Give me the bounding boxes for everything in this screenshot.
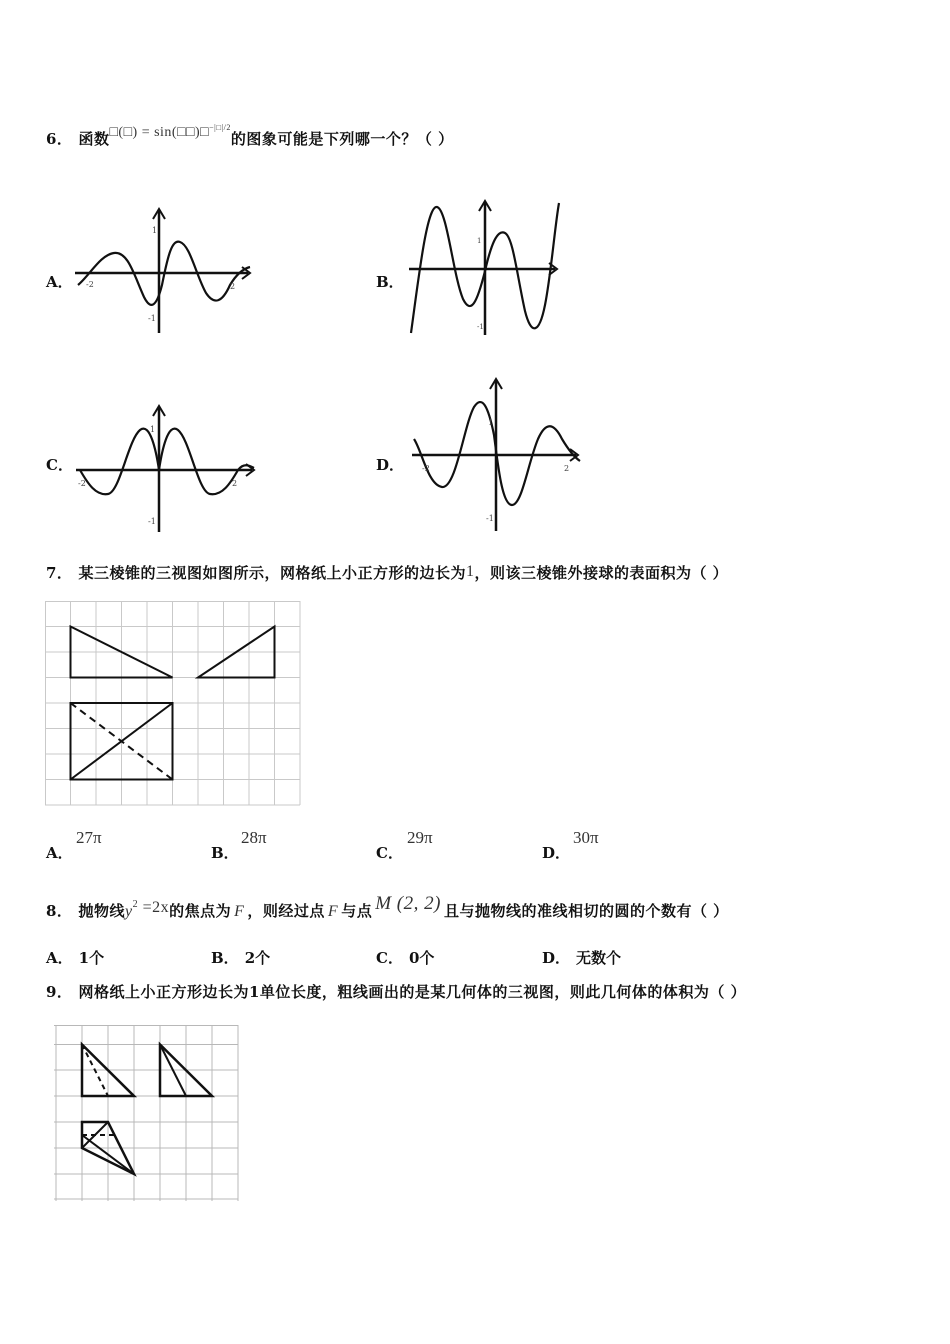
- equation-rest: =2x: [138, 899, 170, 916]
- question-8-stem: [46, 893, 729, 922]
- option-c-graph[interactable]: [72, 400, 262, 535]
- option-b-label[interactable]: B．: [376, 273, 404, 291]
- option-label: C．: [376, 949, 403, 967]
- question-9-stem: [46, 981, 746, 1002]
- q8-option-a[interactable]: [46, 947, 104, 968]
- three-view-figure-q9: [54, 1025, 240, 1201]
- option-label: C．: [376, 844, 403, 862]
- focus-f: F: [234, 903, 245, 920]
- tick-label: -1: [148, 314, 156, 323]
- q7-option-b[interactable]: [211, 842, 239, 863]
- option-label: B．: [211, 844, 239, 862]
- tick-label: 1: [488, 418, 494, 427]
- question-text: 与点: [341, 902, 373, 920]
- tick-label: 1: [152, 226, 158, 235]
- q7-option-c-value: 29π: [407, 828, 433, 847]
- question-7-stem: [46, 562, 728, 583]
- tick-label: -1: [148, 517, 156, 526]
- equation-exponent: 2: [132, 899, 139, 910]
- point-m: M (2, 2): [375, 893, 441, 914]
- tick-label: 2: [232, 479, 238, 488]
- option-label: A．: [46, 949, 73, 967]
- option-d-label[interactable]: D．: [376, 456, 405, 474]
- option-value: 2个: [244, 949, 271, 967]
- tick-label: 1: [150, 425, 156, 434]
- option-label: D．: [542, 949, 571, 967]
- question-text: 的焦点为: [169, 902, 232, 920]
- option-c-label[interactable]: C．: [46, 456, 73, 474]
- option-label: A．: [46, 844, 73, 862]
- question-number: 6．: [46, 130, 73, 148]
- option-a-label[interactable]: A．: [46, 273, 73, 291]
- q7-option-d[interactable]: [542, 842, 570, 863]
- option-value: 0个: [408, 949, 435, 967]
- q7-option-a-value: 27π: [76, 828, 102, 847]
- value: 1: [465, 563, 475, 580]
- q7-option-b-value: 28π: [241, 828, 267, 847]
- tick-label: -1: [486, 514, 494, 523]
- tick-label: 2: [564, 464, 570, 473]
- formula: □(□) = sin(□□)□: [109, 125, 210, 140]
- question-text: ，则经过点: [247, 902, 325, 920]
- question-6-stem: [46, 123, 454, 149]
- q8-option-d[interactable]: [542, 947, 621, 968]
- formula-exponent: −|□|/2: [209, 123, 231, 132]
- question-text: 且与抛物线的准线相切的圆的个数有（ ）: [443, 902, 729, 920]
- question-text: 函数: [78, 130, 110, 148]
- focus-f: F: [327, 903, 339, 920]
- question-number: 8．: [46, 902, 73, 920]
- q7-option-d-value: 30π: [573, 828, 599, 847]
- tick-label: -2: [422, 464, 430, 473]
- option-label: B．: [211, 949, 239, 967]
- question-text: 网格纸上小正方形边长为1单位长度，粗线画出的是某几何体的三视图，则此几何体的体积为（ ）: [78, 983, 747, 1001]
- tick-label: -2: [78, 479, 86, 488]
- question-text: 抛物线: [78, 902, 125, 920]
- tick-label: -1: [477, 323, 484, 331]
- q8-option-b[interactable]: [211, 947, 270, 968]
- question-text: 的图象可能是下列哪一个？（ ）: [230, 130, 454, 148]
- q7-option-a[interactable]: [46, 842, 73, 863]
- question-number: 9．: [46, 983, 73, 1001]
- tick-label: 2: [230, 282, 236, 291]
- question-number: 7．: [46, 564, 73, 582]
- question-text: 某三棱锥的三视图如图所示，网格纸上小正方形的边长为: [78, 564, 466, 582]
- option-a-graph[interactable]: [70, 205, 255, 340]
- q8-option-c[interactable]: [376, 947, 434, 968]
- option-b-graph[interactable]: [405, 195, 565, 340]
- option-label: D．: [542, 844, 571, 862]
- equation-y: y: [124, 903, 133, 920]
- option-value: 无数个: [576, 949, 622, 967]
- tick-label: 1: [477, 237, 482, 245]
- three-view-figure-q7: [45, 601, 301, 807]
- tick-label: -2: [86, 280, 94, 289]
- option-d-graph[interactable]: [408, 375, 586, 535]
- option-value: 1个: [78, 949, 105, 967]
- q7-option-c[interactable]: [376, 842, 403, 863]
- question-text: ，则该三棱锥外接球的表面积为（ ）: [474, 564, 729, 582]
